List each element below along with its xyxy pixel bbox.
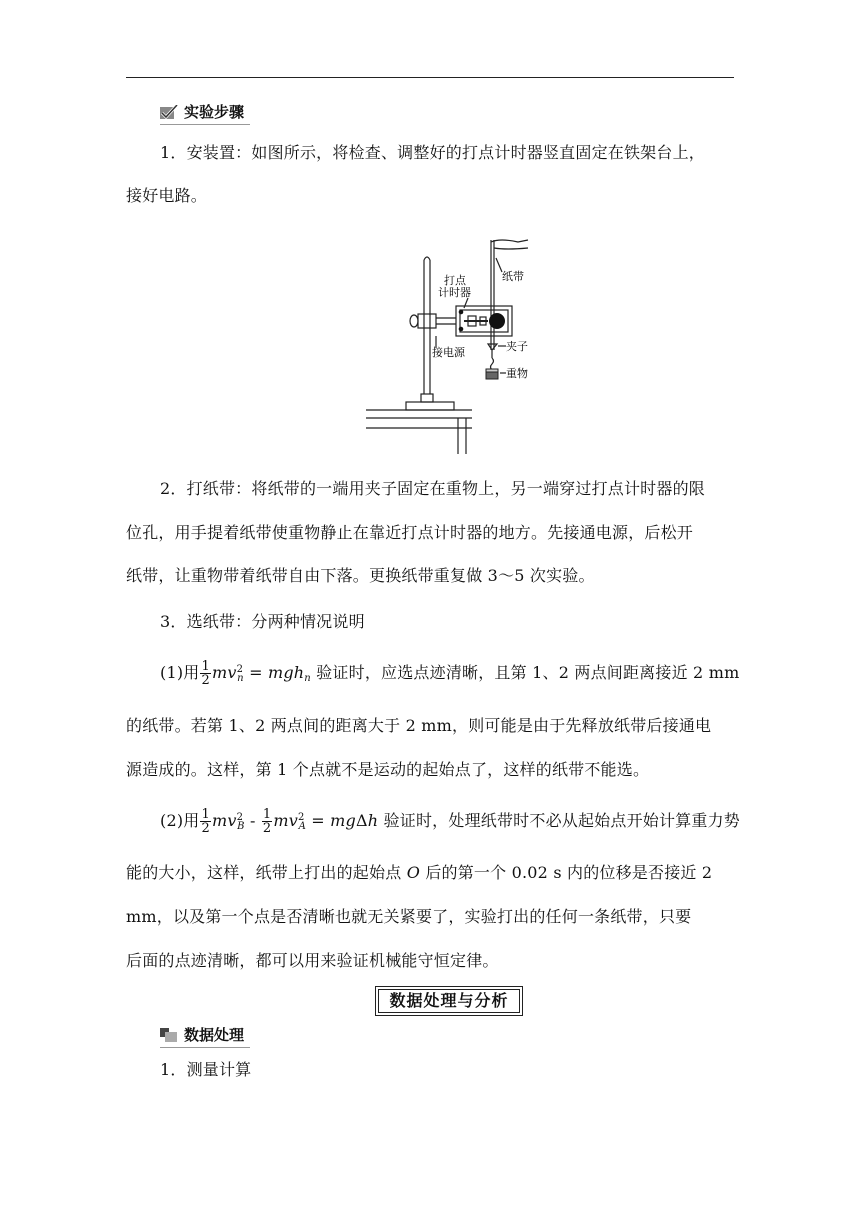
- label-clip: 夹子: [506, 340, 528, 353]
- header-rule: [126, 77, 734, 78]
- measure-line: 1．测量计算: [160, 1060, 252, 1079]
- section-title-text: 数据处理: [184, 1026, 245, 1044]
- item2-prefix: (2)用: [160, 811, 200, 830]
- label-timer-1: 打点: [444, 274, 466, 287]
- step2-line1: 2．打纸带：将纸带的一端用夹子固定在重物上，另一端穿过打点计时器的限: [160, 479, 705, 498]
- step3-item1-line3: 源造成的。这样，第 1 个点就不是运动的起始点了，这样的纸带不能选。: [126, 760, 650, 779]
- step3-item1-line2: 的纸带。若第 1、2 两点间的距离大于 2 mm，则可能是由于先释放纸带后接通电: [126, 716, 712, 735]
- item2-suffix: 验证时，处理纸带时不必从起始点开始计算重力势: [383, 811, 740, 830]
- label-tape: 纸带: [502, 270, 524, 283]
- step3-line1: 3．选纸带：分两种情况说明: [160, 612, 365, 631]
- step2-line3: 纸带，让重物带着纸带自由下落。更换纸带重复做 3～5 次实验。: [126, 566, 595, 585]
- step3-item2-line1: (2)用 $\frac{1}{2}$ $mv^2_B$ - $\frac{1}{2}$ $mv^2_A = mg\Delta h$ 验证时，处理纸带时不必从起始点开始计算重力势: [160, 807, 740, 836]
- label-power: 接电源: [432, 346, 465, 359]
- label-timer-2: 计时器: [438, 286, 471, 299]
- item1-prefix: (1)用: [160, 663, 200, 682]
- step1-line2: 接好电路。: [126, 186, 208, 205]
- step3-item2-line4: 后面的点迹清晰，都可以用来验证机械能守恒定律。: [126, 951, 499, 970]
- squares-icon: [160, 1028, 178, 1042]
- item1-suffix: 验证时，应选点迹清晰，且第 1、2 两点间距离接近 2 mm: [316, 663, 740, 682]
- section-title-data: [160, 1024, 244, 1045]
- apparatus-figure: [360, 232, 540, 457]
- step2-line2: 位孔，用手提着纸带使重物静止在靠近打点计时器的地方。先接通电源，后松开: [126, 523, 694, 542]
- section-title-text: 实验步骤: [184, 103, 245, 121]
- step3-item2-line3: mm，以及第一个点是否清晰也就无关紧要了，实验打出的任何一条纸带，只要: [126, 907, 692, 926]
- step1-line1: 1．安装置：如图所示，将检查、调整好的打点计时器竖直固定在铁架台上，: [160, 143, 705, 162]
- fraction-half-a: $\frac{1}{2}$: [201, 807, 210, 836]
- section-title-steps: [160, 101, 244, 122]
- label-weight: 重物: [506, 367, 528, 380]
- step3-item2-line2: 能的大小，这样，纸带上打出的起始点 O 后的第一个 0.02 s 内的位移是否接近 2: [126, 863, 713, 882]
- fraction-half: $\frac{1}{2}$: [201, 659, 210, 688]
- point-o: O: [406, 863, 421, 882]
- checkmark-icon: [160, 105, 178, 119]
- section-banner: 数据处理与分析: [378, 989, 520, 1013]
- fraction-half-b: $\frac{1}{2}$: [262, 807, 272, 836]
- step3-item1-line1: (1)用 $\frac{1}{2}$ $mv^2_n = mgh_n$ 验证时，应选点迹清晰，且第 1、2 两点间距离接近 2 mm: [160, 659, 740, 688]
